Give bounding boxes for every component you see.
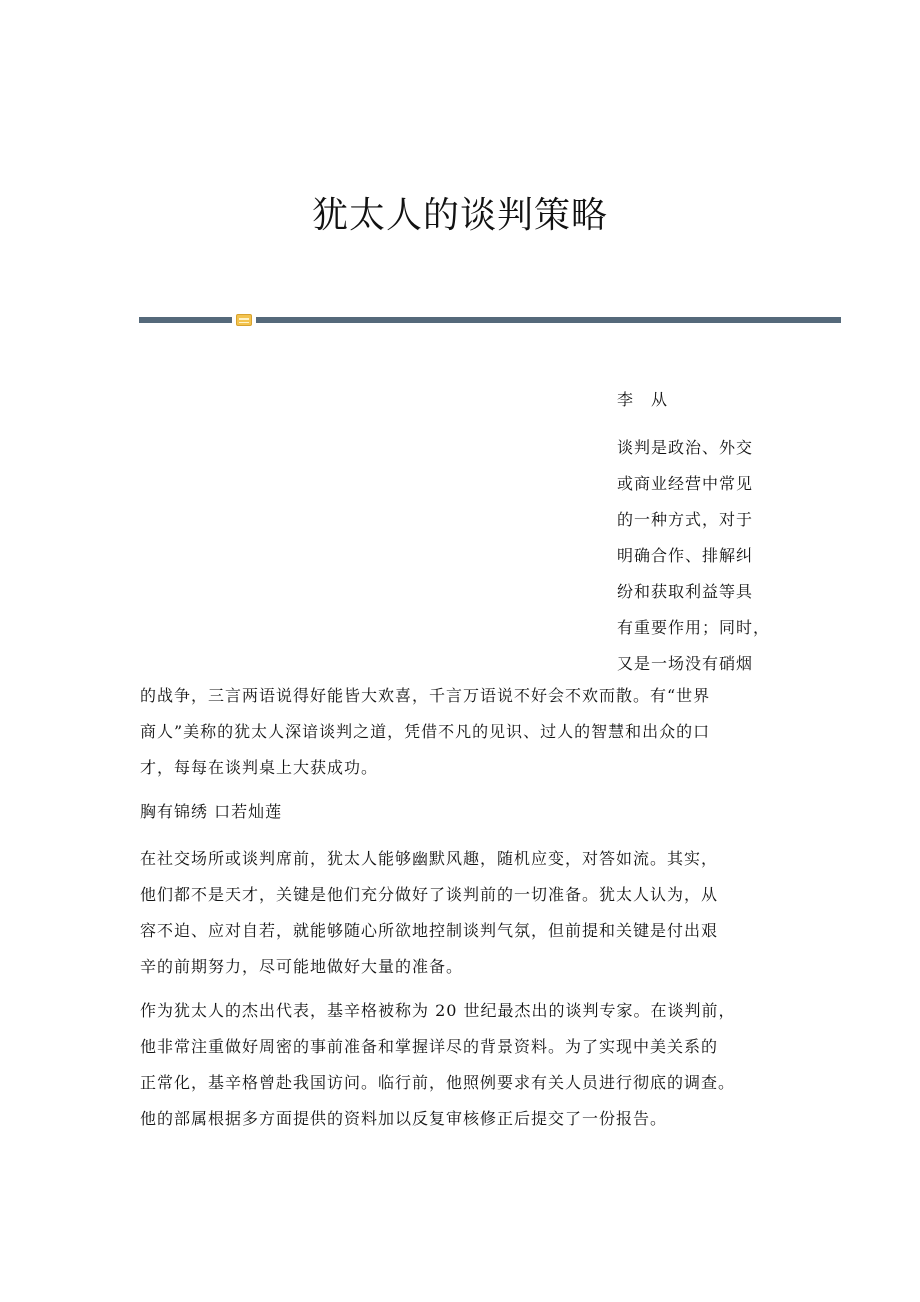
text-line: 他们都不是天才，关键是他们充分做好了谈判前的一切准备。犹太人认为，从 — [140, 885, 719, 904]
text-line: 他非常注重做好周密的事前准备和掌握详尽的背景资料。为了实现中美关系的 — [140, 1037, 719, 1056]
divider-bar-left — [139, 317, 232, 323]
text-line: 作为犹太人的杰出代表，基辛格被称为 20 世纪最杰出的谈判专家。在谈判前， — [140, 1001, 736, 1020]
text-line: 正常化，基辛格曾赴我国访问。临行前，他照例要求有关人员进行彻底的调查。 — [140, 1073, 736, 1092]
text-line: 有重要作用；同时， — [617, 618, 771, 637]
text-line: 商人”美称的犹太人深谙谈判之道，凭借不凡的见识、过人的智慧和出众的口 — [140, 722, 711, 741]
text-line: 他的部属根据多方面提供的资料加以反复审核修正后提交了一份报告。 — [140, 1109, 668, 1128]
text-line: 的一种方式，对于 — [617, 510, 754, 529]
divider-ornament-icon — [236, 314, 252, 326]
text-line: 的战争，三言两语说得好能皆大欢喜，千言万语说不好会不欢而散。有“世界 — [140, 686, 711, 705]
text-line: 明确合作、排解纠 — [617, 546, 754, 565]
text-line: 在社交场所或谈判席前，犹太人能够幽默风趣，随机应变，对答如流。其实， — [140, 849, 719, 868]
section-heading-text: 胸有锦绣 口若灿莲 — [140, 802, 283, 821]
divider-bar-right — [256, 317, 841, 323]
intro-paragraph-continuation — [140, 678, 800, 786]
title-divider — [139, 314, 841, 326]
intro-narrow-column — [617, 430, 787, 682]
paragraph-3 — [140, 993, 800, 1137]
text-line: 辛的前期努力，尽可能地做好大量的准备。 — [140, 957, 464, 976]
text-line: 纷和获取利益等具 — [617, 582, 754, 601]
document-title: 犹太人的谈判策略 — [311, 195, 608, 236]
section-heading — [140, 794, 800, 830]
text-line: 才，每每在谈判桌上大获成功。 — [140, 758, 379, 777]
paragraph-2 — [140, 841, 800, 985]
author-name: 李 从 — [617, 390, 669, 409]
text-line: 谈判是政治、外交 — [617, 438, 754, 457]
text-line: 或商业经营中常见 — [617, 474, 754, 493]
text-line: 又是一场没有硝烟 — [617, 654, 754, 673]
text-line: 容不迫、应对自若，就能够随心所欲地控制谈判气氛，但前提和关键是付出艰 — [140, 921, 719, 940]
